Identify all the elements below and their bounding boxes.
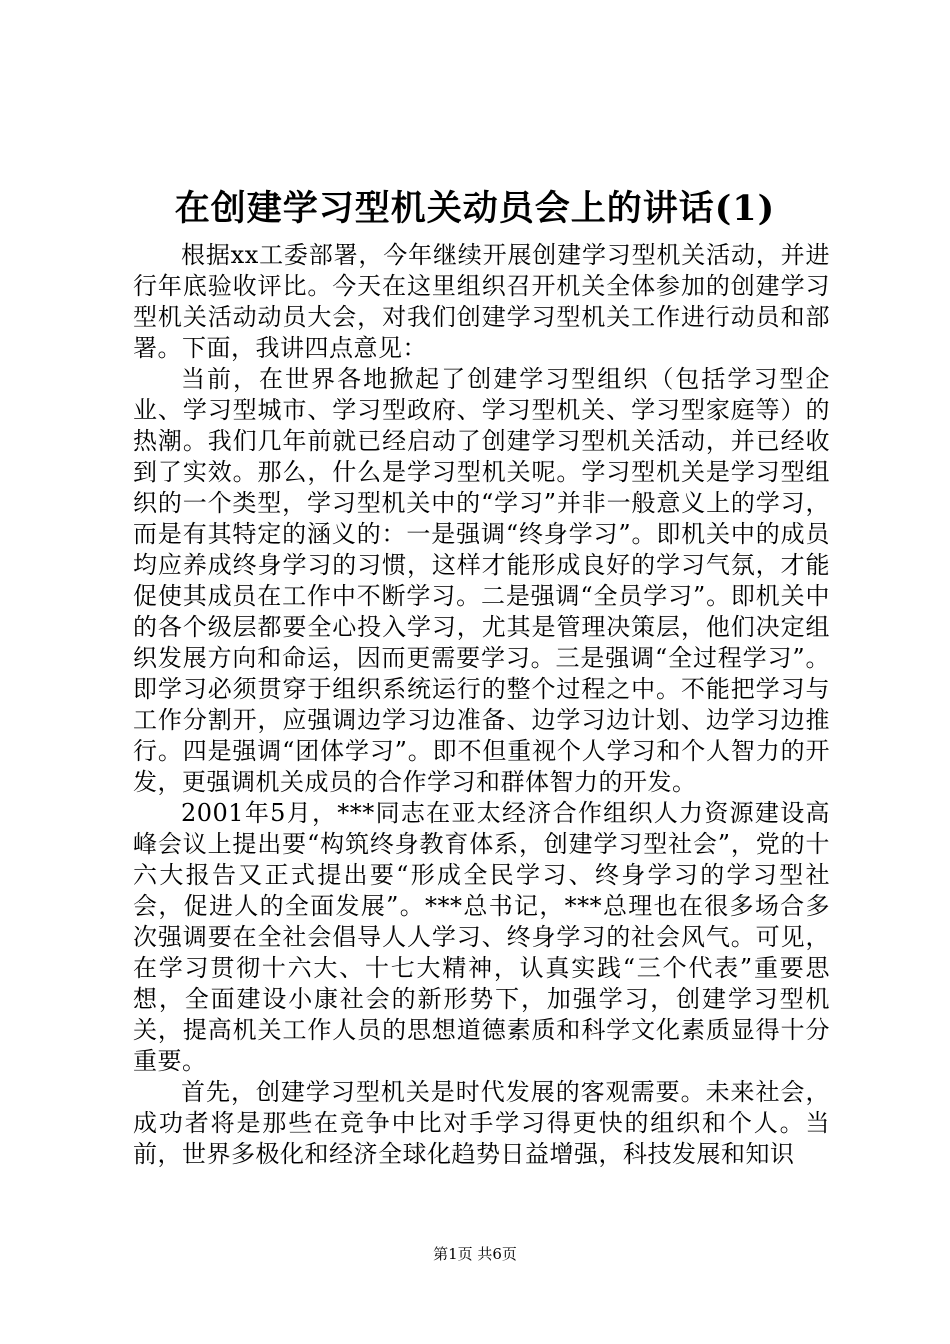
document-title: 在创建学习型机关动员会上的讲话(1) — [174, 188, 776, 229]
paragraph-2001-background: 2001年5月，***同志在亚太经济合作组织人力资源建设高峰会议上提出要“构筑终身教育体系，创建学习型社会”，党的十六大报告又正式提出要“形成全民学习、终身学习的学习型社会，促进人的全面发展”。***总书记，***总理也在很多场合多次强调要在全社会倡导人人学习、终身学习的社会风气。可见，在学习贯彻十六大、十七大精神，认真实践“三个代表”重要思想，全面建设小康社会的新形势下，加强学习，创建学习型机关，提高机关工作人员的思想道德素质和科学文化素质显得十分重要。 — [133, 799, 830, 1075]
paragraph-first-point: 首先，创建学习型机关是时代发展的客观需要。未来社会，成功者将是那些在竞争中比对手学习得更快的组织和个人。当前，世界多极化和经济全球化趋势日益增强，科技发展和知识 — [133, 1078, 830, 1168]
paragraph-learning-organization: 当前，在世界各地掀起了创建学习型组织（包括学习型企业、学习型城市、学习型政府、学习型机关、学习型家庭等）的热潮。我们几年前就已经启动了创建学习型机关活动，并已经收到了实效。那么，什么是学习型机关呢。学习型机关是学习型组织的一个类型，学习型机关中的“学习”并非一般意义上的学习，而是有其特定的涵义的：一是强调“终身学习”。即机关中的成员均应养成终身学习的习惯，这样才能形成良好的学习气氛，才能促使其成员在工作中不断学习。二是强调“全员学习”。即机关中的各个级层都要全心投入学习，尤其是管理决策层，他们决定组织发展方向和命运，因而更需要学习。三是强调“全过程学习”。即学习必须贯穿于组织系统运行的整个过程之中。不能把学习与工作分割开，应强调边学习边准备、边学习边计划、边学习边推行。四是强调“团体学习”。即不但重视个人学习和个人智力的开发，更强调机关成员的合作学习和群体智力的开发。 — [133, 365, 830, 796]
page-number-footer: 第1页 共6页 — [433, 1245, 517, 1263]
paragraph-intro: 根据xx工委部署，今年继续开展创建学习型机关活动，并进行年底验收评比。今天在这里组织召开机关全体参加的创建学习型机关活动动员大会，对我们创建学习型机关工作进行动员和部署。下面，我讲四点意见： — [133, 241, 830, 362]
document-body — [133, 240, 830, 1170]
